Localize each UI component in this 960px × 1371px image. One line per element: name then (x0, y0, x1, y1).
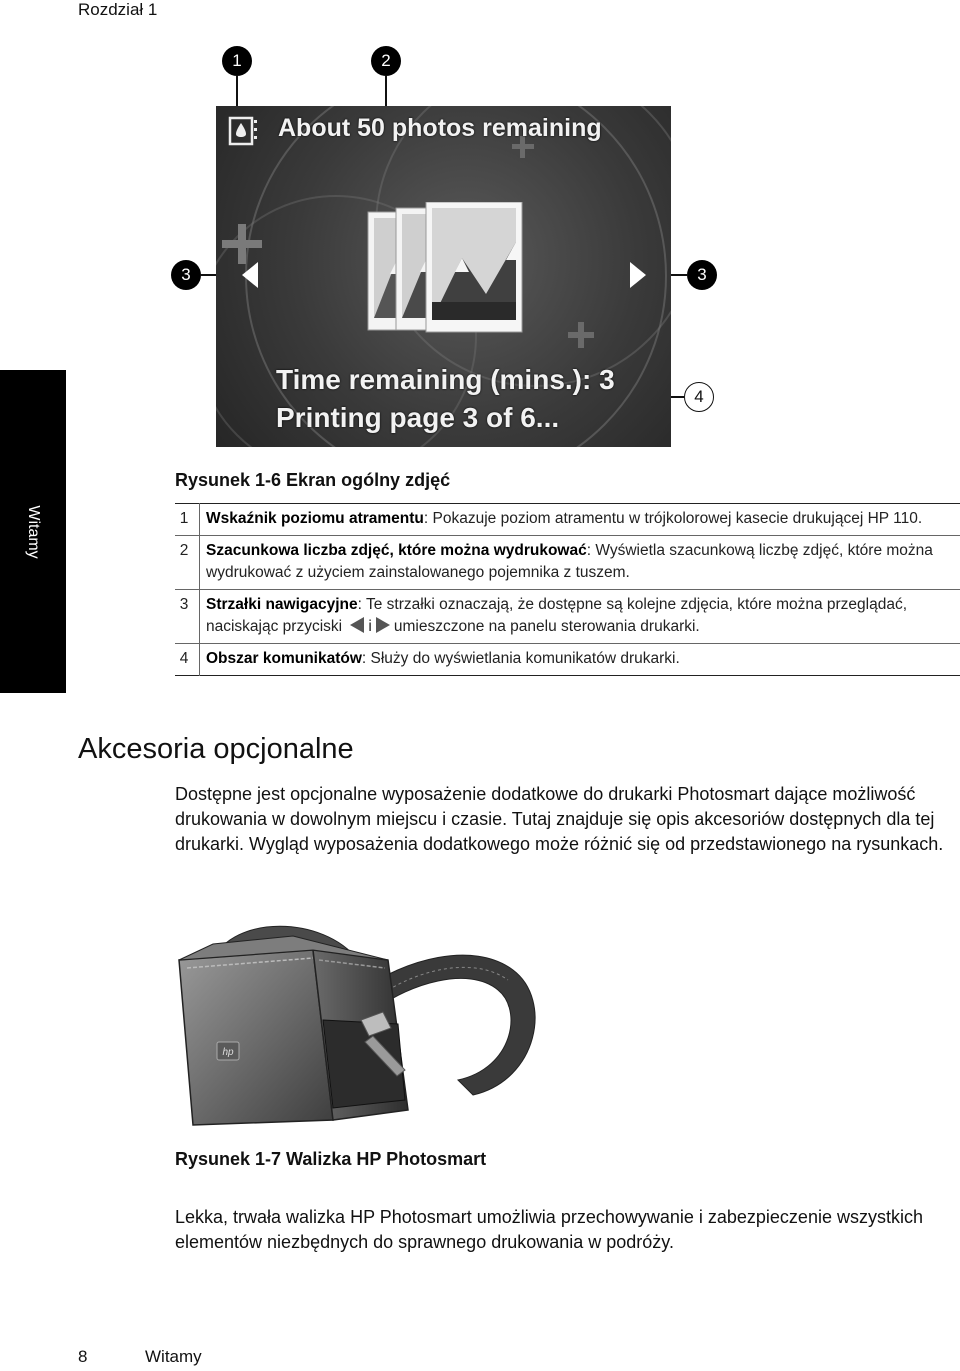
legend-desc: : Służy do wyświetlania komunikatów drukarki. (361, 650, 680, 667)
legend-row (175, 644, 960, 676)
callout-1: 1 (222, 46, 252, 76)
page-number: 8 (78, 1347, 88, 1366)
legend-desc: : Wyświetla szacunkową liczbę zdjęć, które można wydrukować z użyciem zainstalowanego pojemnika z tuszem. (206, 542, 933, 581)
legend-text (200, 590, 960, 644)
legend-desc: : Pokazuje poziom atramentu w trójkolorowej kasecie drukującej HP 110. (423, 510, 923, 527)
legend-number: 2 (175, 536, 200, 590)
right-arrow-button-icon (376, 617, 390, 633)
legend-number: 3 (175, 590, 200, 644)
legend-term: Obszar komunikatów (206, 650, 362, 667)
legend-term: Strzałki nawigacyjne (206, 596, 358, 613)
printing-page-text: Printing page 3 of 6... (276, 402, 560, 433)
legend-desc-end: umieszczone na panelu sterowania drukarki. (393, 618, 700, 635)
nav-arrow-right-icon (628, 260, 648, 290)
plus-decor-3 (568, 322, 594, 348)
hp-logo: hp (222, 1047, 234, 1058)
legend-number: 4 (175, 644, 200, 676)
time-remaining-text: Time remaining (mins.): 3 (276, 364, 615, 395)
photo-stack-icon (366, 202, 546, 352)
photos-remaining-text: About 50 photos remaining (278, 114, 602, 142)
legend-conjunction: i (368, 618, 372, 635)
figure-1-6-caption: Rysunek 1-6 Ekran ogólny zdjęć (175, 470, 451, 490)
running-header: Rozdział 1 (78, 0, 158, 19)
plus-decor-1 (222, 224, 262, 264)
legend-text (200, 504, 960, 536)
side-tab-label: Witamy (25, 504, 42, 559)
callout-2: 2 (371, 46, 401, 76)
legend-desc: : Te strzałki oznaczają, że dostępne są kolejne zdjęcia, które można przeglądać, naciskając przyciski (206, 596, 908, 635)
legend-term: Wskaźnik poziomu atramentu (206, 510, 424, 527)
carrying-case-illustration (173, 920, 603, 1145)
footer-section: Witamy (145, 1347, 202, 1366)
printer-screen (216, 106, 671, 447)
legend-row (175, 504, 960, 536)
callout-4: 4 (684, 382, 714, 412)
carrying-case-image (173, 920, 603, 1145)
figure-1-6 (0, 0, 960, 470)
figure-1-7-caption: Rysunek 1-7 Walizka HP Photosmart (175, 1149, 487, 1169)
legend-text (200, 536, 960, 590)
callout-3-left: 3 (171, 260, 201, 290)
ink-level-icon (228, 114, 258, 146)
closing-paragraph: Lekka, trwała walizka HP Photosmart umożliwia przechowywanie i zabezpieczenie wszystkich elementów niezbędnych do sprawnego drukowania w podróży. (175, 1207, 923, 1252)
legend-number: 1 (175, 504, 200, 536)
callout-3-right: 3 (687, 260, 717, 290)
left-arrow-button-icon (350, 617, 364, 633)
figure-legend-table (175, 503, 960, 676)
legend-row (175, 590, 960, 644)
nav-arrow-left-icon (240, 260, 260, 290)
legend-text (200, 644, 960, 676)
section-paragraph: Dostępne jest opcjonalne wyposażenie dodatkowe do drukarki Photosmart dające możliwość drukowania w dowolnym miejscu i czasie. Tutaj znajduje się opis akcesoriów dostępnych dla tej drukarki. Wygląd wyposażenia dodatkowego może różnić się od przedstawionego na rysunkach. (175, 784, 944, 854)
section-heading: Akcesoria opcjonalne (78, 733, 354, 765)
legend-row (175, 536, 960, 590)
legend-term: Szacunkowa liczba zdjęć, które można wydrukować (206, 542, 587, 559)
